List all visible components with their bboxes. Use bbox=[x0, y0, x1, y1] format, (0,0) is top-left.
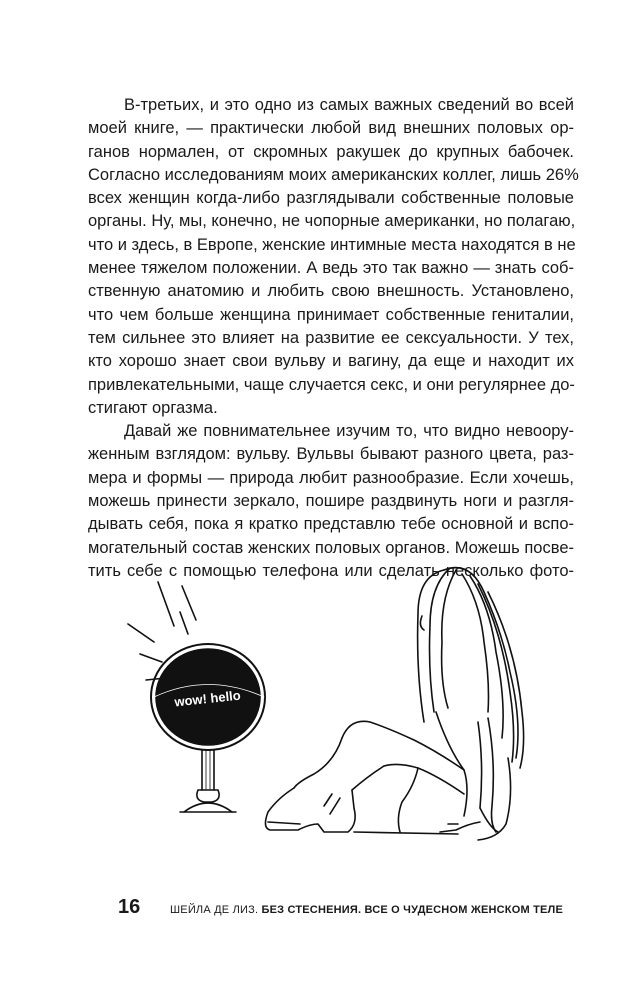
text-line: В-третьих, и это одно из самых важных сведений во всей bbox=[124, 96, 574, 114]
woman-with-mirror-illustration bbox=[118, 562, 548, 862]
text-line: тем сильнее это влияет на развитие ее сексуальности. У тех, bbox=[88, 328, 574, 347]
text-line: дывать себя, пока я кратко представлю тебе основной и вспо- bbox=[88, 515, 574, 534]
text-line: что и здесь, в Европе, женские интимные места находятся в не bbox=[88, 235, 576, 254]
text-line: ганов нормален, от скромных ракушек до крупных бабочек. bbox=[88, 142, 574, 161]
text-line: органы. Ну, мы, конечно, не чопорные американки, но полагаю, bbox=[88, 212, 576, 231]
text-line: что чем больше женщина принимает собственные гениталии, bbox=[88, 305, 574, 324]
page-footer bbox=[118, 896, 563, 919]
text-line: могательный состав женских половых органов. Можешь посве- bbox=[88, 538, 574, 557]
text-line: привлекательными, чаще случается секс, и они регулярнее до- bbox=[88, 375, 575, 394]
paragraph bbox=[88, 94, 579, 420]
text-line: ственную анатомию и любить свою внешность. Установлено, bbox=[88, 282, 574, 301]
running-head-title: БЕЗ СТЕСНЕНИЯ. ВСЕ О ЧУДЕСНОМ ЖЕНСКОМ ТЕЛЕ bbox=[261, 904, 563, 916]
text-line: Согласно исследованиям моих американских коллег, лишь 26% bbox=[88, 165, 579, 184]
woman-drawing bbox=[265, 568, 523, 840]
text-line: тить себе с помощью телефона или сделать несколько фото- bbox=[88, 561, 574, 580]
mirror-label: wow! hello bbox=[173, 687, 242, 710]
running-head-author: ШЕЙЛА ДЕ ЛИЗ. bbox=[170, 904, 259, 916]
mirror-drawing bbox=[151, 644, 265, 812]
text-line: мера и формы — природа любит разнообразие. Если хочешь, bbox=[88, 468, 574, 487]
running-head bbox=[170, 904, 563, 916]
paragraph bbox=[88, 420, 574, 583]
text-line: всех женщин когда-либо разглядывали собственные половые bbox=[88, 189, 574, 208]
text-line: женным взглядом: вульву. Вульвы бывают разного цвета, раз- bbox=[88, 445, 574, 464]
text-line: стигают оргазма. bbox=[88, 398, 218, 417]
text-line: моей книге, — практически любой вид внешних половых ор- bbox=[88, 119, 574, 138]
page-number: 16 bbox=[118, 896, 141, 918]
text-line: кто хорошо знает свои вульву и вагину, да еще и находит их bbox=[88, 352, 574, 371]
body-text bbox=[88, 94, 579, 583]
text-line: Давай же повнимательнее изучим то, что видно невоору- bbox=[124, 422, 574, 441]
text-line: можешь принести зеркало, пошире раздвинуть ноги и разгля- bbox=[88, 492, 574, 511]
text-line: менее тяжелом положении. А ведь это так важно — знать соб- bbox=[88, 259, 574, 278]
